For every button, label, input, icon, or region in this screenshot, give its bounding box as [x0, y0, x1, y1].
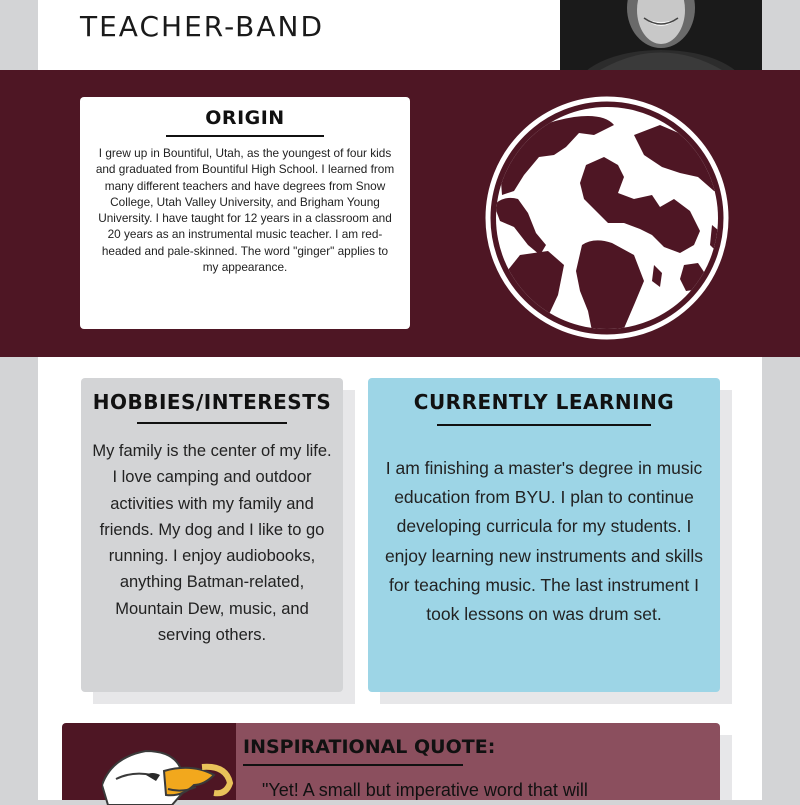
origin-heading: ORIGIN — [205, 107, 285, 129]
hobbies-card — [81, 378, 343, 692]
quote-card-shadow — [720, 735, 732, 800]
learning-divider — [437, 424, 651, 426]
learning-text: I am finishing a master's degree in music education from BYU. I plan to continue developing curricula for my students. I enjoy learning new instruments and skills for teaching music. The last instrument I took lessons on was drum set. — [384, 458, 704, 625]
learning-card — [368, 378, 720, 692]
eagle-mascot-icon — [102, 745, 252, 805]
quote-divider — [243, 764, 463, 766]
origin-card — [80, 97, 410, 329]
origin-divider — [166, 135, 324, 137]
hobbies-divider — [137, 422, 287, 424]
quote-heading: INSPIRATIONAL QUOTE: — [243, 736, 496, 758]
portrait-photo — [560, 0, 762, 70]
learning-heading: CURRENTLY LEARNING — [413, 390, 675, 414]
hobbies-heading: HOBBIES/INTERESTS — [92, 390, 332, 414]
globe-icon — [484, 95, 730, 341]
origin-text: I grew up in Bountiful, Utah, as the youngest of four kids and graduated from Bountiful High School. I learned from many different teachers and have degrees from Snow College, Utah Valley University, and Brigham Young University. I have taught for 12 years in a classroom and 20 years as an instrumental music teacher. I am red-headed and pale-skinned. The word "ginger" applies to my appearance. — [95, 146, 395, 275]
page-title: TEACHER-BAND — [80, 10, 325, 43]
quote-text: "Yet! A small but imperative word that will — [262, 780, 588, 800]
hobbies-text: My family is the center of my life. I love camping and outdoor activities with my family and friends. My dog and I like to go running. I enjoy audiobooks, anything Batman-related, Mountain Dew, music, and serving others. — [92, 442, 332, 645]
